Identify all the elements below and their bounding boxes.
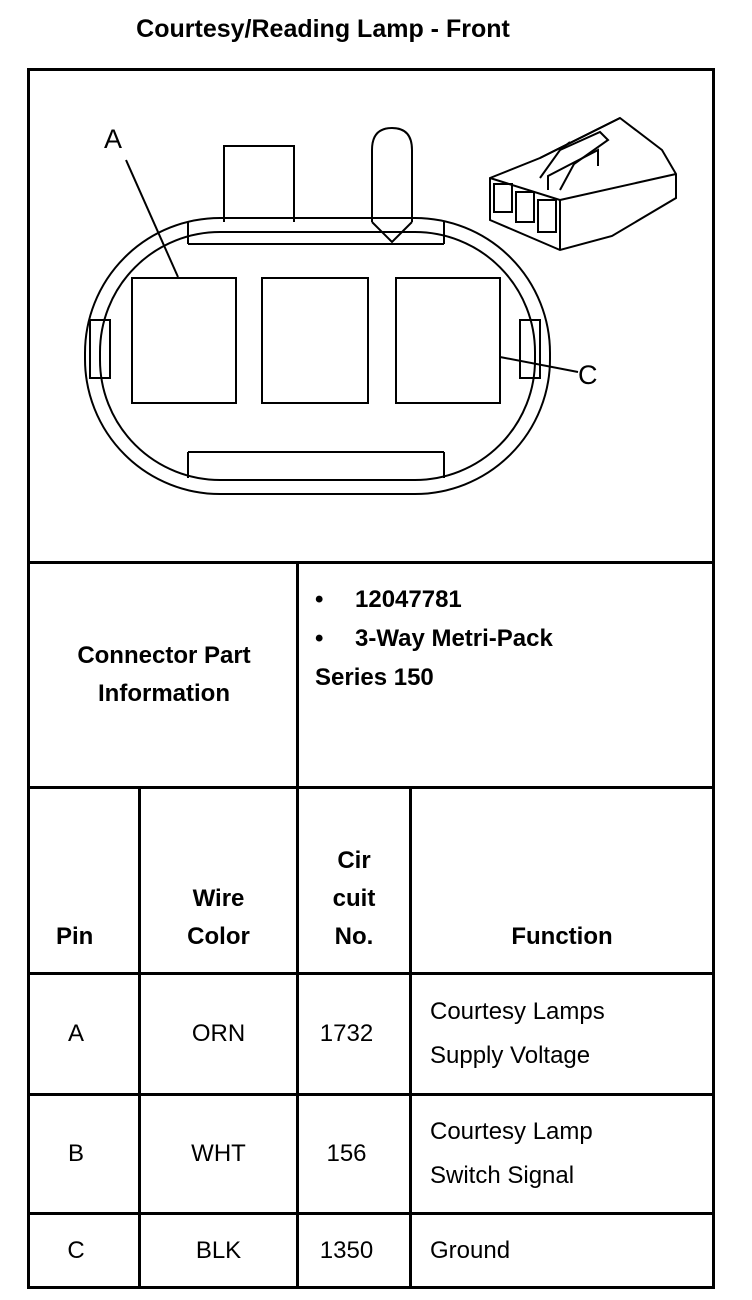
header-pin [30, 790, 138, 974]
callout-a-label: A [104, 124, 123, 154]
cavity-c [396, 278, 500, 403]
connector-3d-icon [490, 118, 676, 250]
connector-housing-inner [100, 232, 535, 480]
header-function-label: Function [511, 923, 613, 950]
row-a-function [430, 990, 605, 1078]
header-circuit-line3: No. [334, 923, 374, 950]
connector-side-tab-right [520, 320, 540, 378]
list-item [315, 619, 553, 658]
callout-c-label: C [578, 360, 598, 390]
cavity-b [262, 278, 368, 403]
row-a-function-line1: Courtesy Lamps [430, 998, 605, 1025]
page-title: Courtesy/Reading Lamp - Front [136, 15, 510, 43]
row-b-pin: B [67, 1140, 84, 1167]
callout-a-leader [126, 160, 178, 277]
row-a-wire: ORN [191, 1020, 246, 1047]
connector-type: 3-Way Metri-Pack [355, 625, 553, 652]
header-function [412, 790, 712, 974]
table-right-border [712, 68, 715, 1289]
row-c-pin: C [67, 1236, 85, 1264]
part-info-label-line2: Information [98, 680, 230, 707]
header-circuit-line1: Cir [337, 847, 371, 874]
row-a-circuit: 1732 [319, 1020, 374, 1047]
list-item [315, 580, 553, 619]
row-b-wire: WHT [191, 1140, 246, 1167]
connector-part-info-list [315, 580, 553, 697]
part-info-label-line1: Connector Part [77, 642, 251, 669]
row-c-wire: BLK [195, 1236, 242, 1264]
header-circuit-line2: cuit [332, 885, 376, 912]
row-c-function [430, 1215, 510, 1286]
row-b-function-line1: Courtesy Lamp [430, 1118, 593, 1145]
connector-part-info-label [30, 563, 298, 787]
row-b-function [430, 1110, 593, 1198]
table-bottom-border [27, 1286, 715, 1289]
connector-key-rib [372, 128, 412, 222]
row-c-function-line1: Ground [430, 1236, 511, 1264]
header-wire-line1: Wire [192, 885, 245, 912]
cavity-a [132, 278, 236, 403]
header-wire-color [141, 790, 296, 974]
connector-series: Series 150 [315, 664, 434, 691]
connector-latch-tab [224, 146, 294, 222]
part-number: 12047781 [355, 586, 462, 613]
bullet-icon: • [315, 586, 324, 613]
connector-diagram [30, 70, 712, 562]
row-c-circuit: 1350 [319, 1236, 374, 1264]
row-b-function-line2: Switch Signal [430, 1162, 575, 1189]
row-a-pin: A [67, 1020, 84, 1047]
header-pin-label: Pin [56, 923, 94, 950]
row-a-function-line2: Supply Voltage [430, 1042, 591, 1069]
header-circuit-no [299, 790, 409, 974]
row-b-circuit: 156 [326, 1140, 367, 1167]
bullet-icon: • [315, 625, 324, 652]
header-wire-line2: Color [187, 923, 250, 950]
